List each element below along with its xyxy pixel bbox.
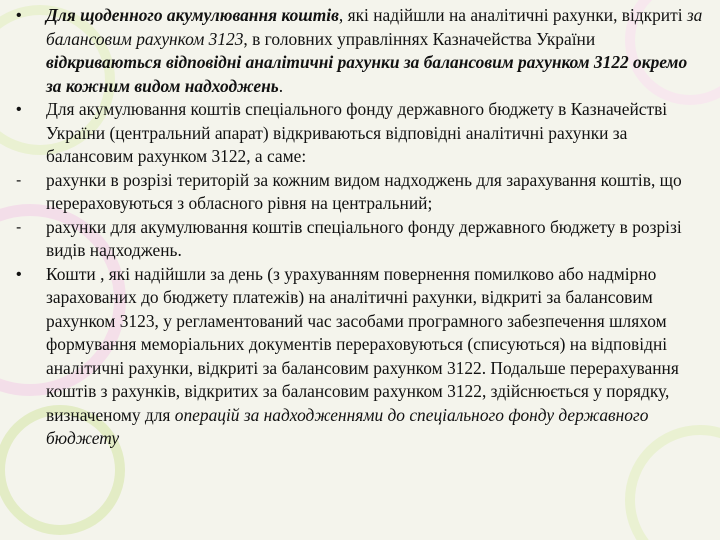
text-segment: Для щоденного акумулювання коштів	[46, 5, 339, 25]
dash-marker: -	[16, 171, 22, 189]
list-item-text	[46, 263, 704, 451]
text-segment: рахунки для акумулювання коштів спеціального фонду державного бюджету в розрізі видів надходжень.	[46, 216, 682, 260]
bullet-marker: •	[16, 7, 22, 24]
text-segment: .	[278, 75, 284, 96]
text-segment: за балансовим рахунком 3123	[46, 5, 703, 49]
list-item-text	[46, 4, 704, 98]
text-segment: операцій за надходженнями до спеціального фонду державного бюджету	[46, 404, 649, 448]
list-item	[14, 169, 704, 216]
text-segment: Для акумулювання коштів спеціального фонду державного бюджету в Казначействі України (центральний апарат) відкриваються відповідні аналітичні рахунки за балансовим рахунком 3122, а саме:	[46, 99, 668, 166]
text-segment: , які надійшли на аналітичні рахунки, відкриті	[338, 5, 687, 25]
bullet-marker: •	[16, 101, 22, 118]
bullet-marker: •	[16, 265, 22, 283]
slide-content	[14, 4, 704, 451]
text-segment: Кошти , які надійшли за день (з урахуванням повернення помилково або надмірно зарахованих до бюджету платежів) на аналітичні рахунки, відкриті за балансовим рахунком 3123, у регламентований час засобами програмного забезпечення шляхом формування меморіальних документів перераховуються (списуються) на відповідні аналітичні рахунки, відкриті за балансовим рахунком 3122. Подальше перерахування коштів з рахунків, відкритих за балансовим рахунком 3122, здійснюється у порядку, визначеному для	[46, 263, 679, 425]
list-item-text	[46, 169, 704, 216]
list-item	[14, 216, 704, 263]
list-item-text	[46, 98, 704, 169]
list-item-text	[46, 216, 704, 263]
dash-marker: -	[16, 218, 22, 236]
text-segment: , в головних управліннях Казначейства України	[243, 28, 596, 49]
text-segment: рахунки в розрізі територій за кожним видом надходжень для зарахування коштів, що перераховуються з обласного рівня на центральний;	[46, 169, 682, 213]
list-item	[14, 4, 704, 98]
list-item	[14, 263, 704, 451]
text-segment: відкриваються відповідні аналітичні рахунки за балансовим рахунком 3122 окремо за кожним видом надходжень	[46, 52, 688, 96]
list-item	[14, 98, 704, 169]
